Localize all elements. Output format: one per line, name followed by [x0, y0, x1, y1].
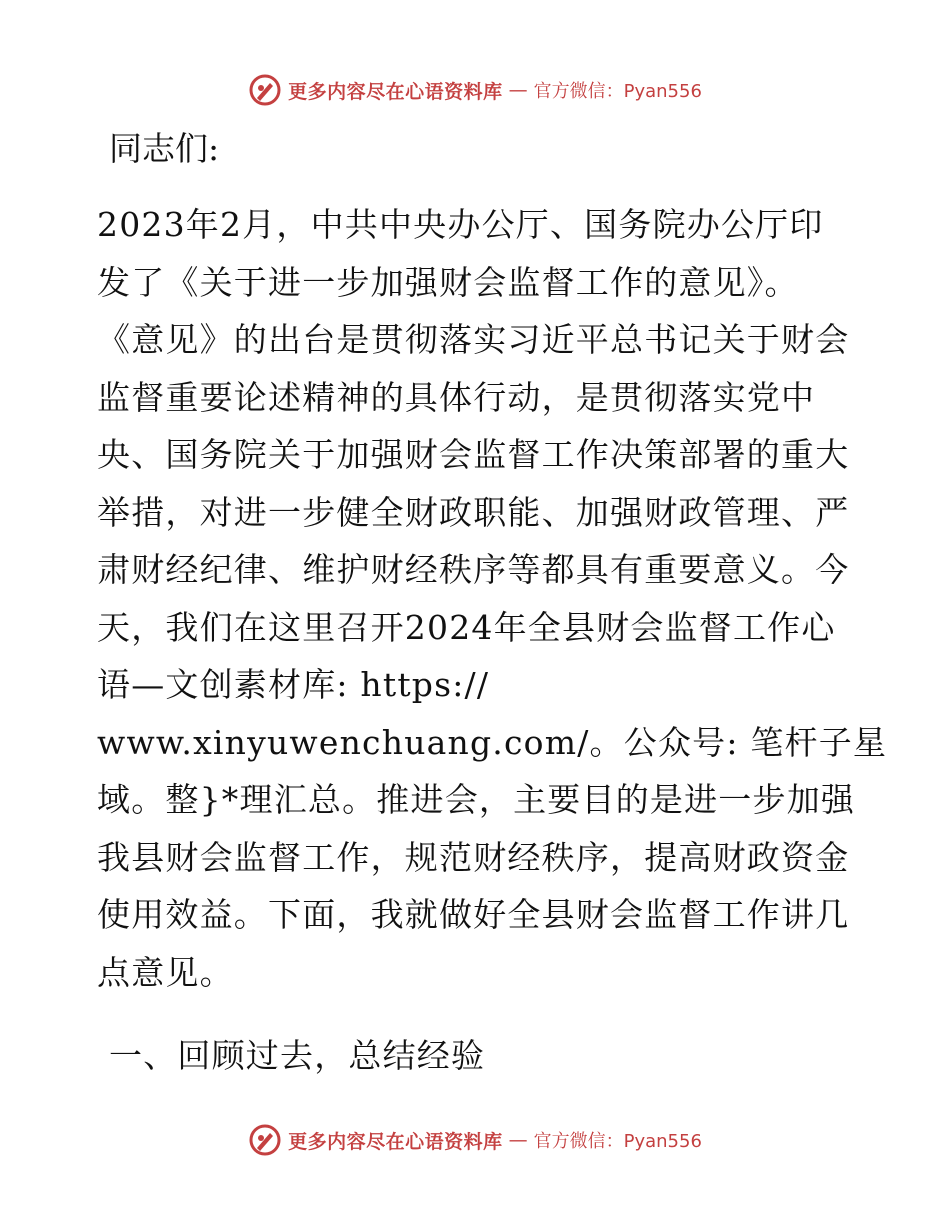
section-heading: 一、回顾过去，总结经验 [109, 1036, 486, 1075]
watermark-text: 更多内容尽在心语资料库 [288, 1130, 503, 1153]
footer-watermark [0, 1120, 950, 1160]
pen-logo-icon [248, 73, 282, 107]
document-body [97, 124, 888, 1081]
header-watermark [0, 70, 950, 110]
paragraph-line: 央、国务院关于加强财会监督工作决策部署的重大 [97, 435, 850, 474]
paragraph-line: 天，我们在这里召开2024年全县财会监督工作心 [97, 607, 836, 647]
watermark-separator: — [508, 1129, 528, 1151]
watermark-contact: 官方微信：Pyan556 [533, 81, 702, 102]
paragraph-line: 举措，对进一步健全财政职能、加强财政管理、严 [97, 492, 850, 532]
watermark-text: 更多内容尽在心语资料库 [288, 80, 503, 103]
paragraph-line: www.xinyuwenchuang.com/。公众号: 笔杆子星 [97, 722, 888, 762]
pen-logo-icon [248, 1123, 282, 1157]
paragraph-line: 我县财会监督工作，规范财经秩序，提高财政资金 [97, 837, 850, 877]
paragraph-line: 肃财经纪律、维护财经秩序等都具有重要意义。今 [97, 550, 850, 589]
greeting: 同志们: [109, 129, 220, 168]
watermark-contact: 官方微信：Pyan556 [533, 1131, 702, 1152]
paragraph-line: 《意见》的出台是贯彻落实习近平总书记关于财会 [97, 320, 850, 359]
paragraph-line: 2023年2月，中共中央办公厅、国务院办公厅印 [97, 205, 824, 244]
paragraph-line: 域。整}*理汇总。推进会，主要目的是进一步加强 [97, 780, 856, 819]
paragraph-line: 语—文创素材库: https:// [97, 665, 490, 704]
paragraph-line: 监督重要论述精神的具体行动，是贯彻落实党中 [97, 377, 816, 417]
intro-paragraph [97, 196, 888, 1001]
paragraph-line: 使用效益。下面，我就做好全县财会监督工作讲几 [97, 895, 850, 934]
paragraph-line: 点意见。 [97, 952, 234, 992]
watermark-separator: — [508, 79, 528, 101]
paragraph-line: 发了《关于进一步加强财会监督工作的意见》。 [97, 262, 799, 302]
